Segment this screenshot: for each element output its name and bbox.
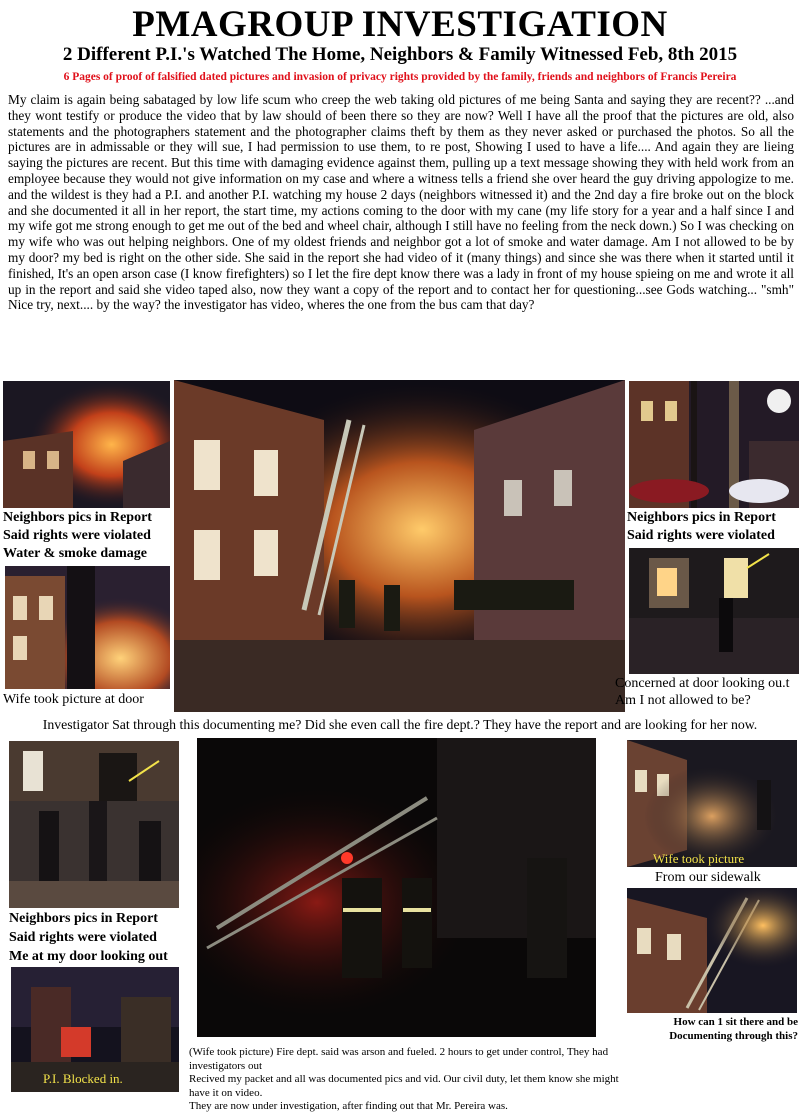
photo-rooftop-fire [3,381,170,508]
photo-ladder-building [627,888,797,1013]
photo-firefighters-street [174,380,625,712]
footer-line-2: Recived my packet and all was documented pics and vid. Our civil duty, let them know she might have it on video. [189,1073,619,1099]
photo-street-decorations [629,381,799,508]
pi-blocked-overlay: P.I. Blocked in. [43,1071,123,1086]
page-subtitle: 2 Different P.I.'s Watched The Home, Neighbors & Family Witnessed Feb, 8th 2015 [62,44,738,65]
footer-text [189,1046,629,1114]
caption-how-can-2: Documenting through this? [669,1030,798,1042]
caption-rights-2: Said rights were violated [627,528,775,543]
photo-wife-door [5,566,170,689]
wife-sidewalk-overlay: Wife took picture [653,851,745,866]
caption-neighbors-1: Neighbors pics in Report [3,510,152,525]
caption-neighbors-2: Neighbors pics in Report [627,510,776,525]
caption-wife-door-bold: Wife took picture [3,692,102,707]
caption-from-sidewalk: From our sidewalk [655,870,761,885]
caption-how-can-1: How can 1 sit there and be [673,1016,798,1028]
photo-firefighters-night [197,738,596,1037]
claim-text: My claim is again being sabataged by low life scum who creep the web taking old pictures of me being Santa and saying they are recent?? ...and they wont testify or produce the video that by law should of been there so they are now? Well I have all the proof that the pictures are old, also statements and the photographers statement and the photographer claims theft by them as they never asked or purchased the photos. So all the pictures are in admissable or they will sue, I had permission to use them, to re post, Showing I used to have a life.... And again they are lieing saying the pictures are recent. But this time with damaging evidence against them, pulling up a text message showing they with held work from an employee because they would not give information on my case and where a witness tells a friend she over heard the guy driving appologize to me. and the wildest is they had a P.I. and another P.I. watching my house 2 days (neighbors witnessed it) and the 2nd day a fire broke out on the block and she documented it all in her report, the start time, my actions coming to the door with my cane (my life story for a year and a half since I and my wife got me strong enough to get me out of the bed and wheel chair, although I still have no feeling from the neck down.) So I was checking on my wife who was out helping neighbors. One of my oldest friends and neighbor got a lot of smoke and water damage. Am I not allowed to be by my door? my bed is right on the other side. She said in the report she had video of it (many things) and since she was there when it started until it finished, It's an open arson case (I know firefighters) so I let the fire dept know there was a lady in front of my house spieing on me and wrote it all up in the report and said she video taped also, now they want a copy of the report and to contact her for questioning...see Gods watching... "smh" Nice try, next.... by the way? the investigator has video, wheres the one from the bus cam that day? [8,92,794,313]
caption-rights-1: Said rights were violated [3,528,151,543]
caption-wife-door [3,691,144,708]
caption-how-can [630,1015,798,1043]
photo-me-at-door [9,741,179,908]
photo-sidewalk [627,740,797,867]
footer-line-3: They are now under investigation, after finding out that Mr. Pereira was. [189,1100,508,1112]
photo-concerned-door [629,548,799,674]
caption-neighbors-3: Neighbors pics in Report [9,911,158,926]
caption-wife-door-rest: at door [101,692,144,707]
investigator-line: Investigator Sat through this documenting me? Did she even call the fire dept.? They have the report and are looking for her now. [42,717,758,732]
proof-line: 6 Pages of proof of falsified dated pictures and invasion of privacy rights provided by the family, friends and neighbors of Francis Pereira [63,71,737,83]
caption-rights-3: Said rights were violated [9,930,157,945]
caption-me-door: Me at my door looking out [9,949,168,964]
caption-water-damage: Water & smoke damage [3,546,147,561]
footer-line-1: (Wife took picture) Fire dept. said was arson and fueled. 2 hours to get under control, They had investigators out [189,1046,609,1072]
caption-concerned: Concerned at door looking ou.t Am I not allowed to be? [615,676,790,708]
photo-pi-blocked [11,967,179,1092]
page-title: PMAGROUP INVESTIGATION [132,4,668,45]
